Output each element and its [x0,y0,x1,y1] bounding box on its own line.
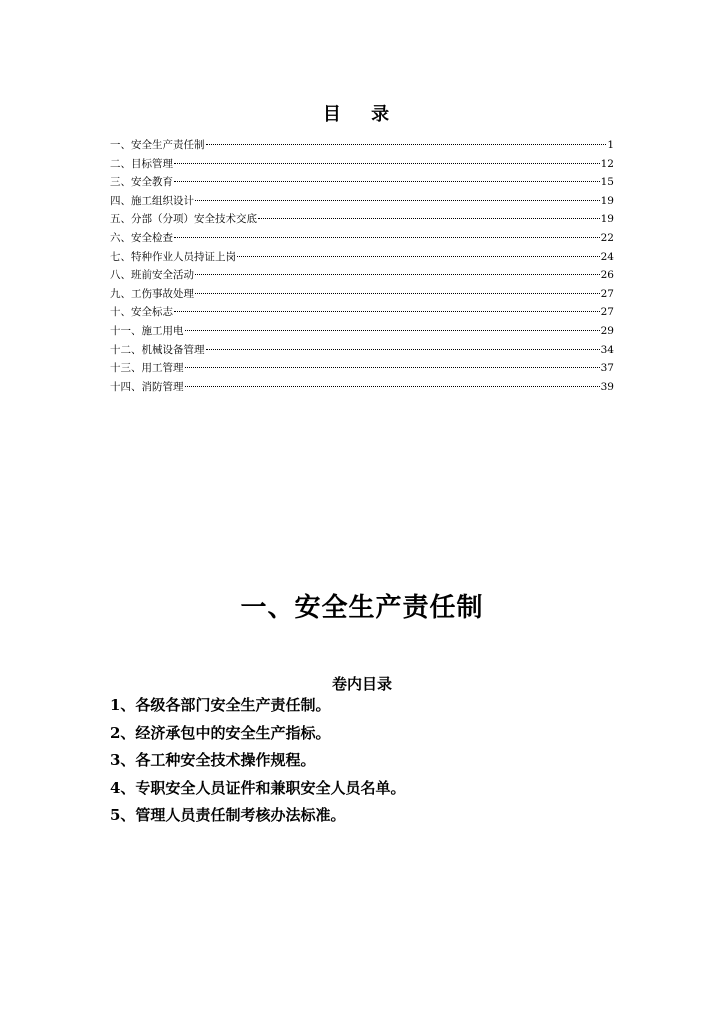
volume-contents-list [110,692,630,830]
toc-title: 目 录 [322,104,402,125]
toc-entry-label: 十二、机械设备管理 [110,343,205,356]
toc-entry-label: 八、班前安全活动 [110,269,194,282]
volume-contents-item: 1、各级各部门安全生产责任制。 [110,696,331,714]
toc-entry-page: 1 [607,139,614,151]
toc-entry-page: 24 [600,250,614,263]
toc-entry[interactable] [110,378,614,397]
toc-entry-page: 26 [600,269,614,282]
toc-entry[interactable] [110,359,614,378]
toc-entry-page: 27 [600,287,614,300]
toc-entry[interactable] [110,155,614,174]
toc-dot-leader [185,367,600,368]
toc-entry-page: 22 [600,231,614,244]
volume-contents-item: 3、各工种安全技术操作规程。 [110,751,316,769]
toc-dot-leader [174,311,600,312]
toc-entry-label: 一、安全生产责任制 [110,139,205,151]
toc-entry[interactable] [110,210,614,229]
toc-dot-leader [174,237,600,238]
toc-entry-label: 十一、施工用电 [110,324,184,337]
toc-entry-label: 九、工伤事故处理 [110,287,194,300]
toc-dot-leader [185,386,600,387]
toc-entry-label: 三、安全教育 [110,176,173,189]
toc-entry-page: 34 [600,343,614,356]
toc-entry-label: 四、施工组织设计 [110,194,194,207]
toc-dot-leader [195,293,600,294]
toc-dot-leader [237,256,600,257]
toc-entry[interactable] [110,136,614,155]
toc-dot-leader [195,200,600,201]
toc-entry-page: 15 [600,176,614,189]
toc-entry[interactable] [110,341,614,360]
toc-entry-page: 29 [600,324,614,337]
toc-entry-page: 37 [600,362,614,375]
toc-dot-leader [174,181,600,182]
toc-entry[interactable] [110,173,614,192]
toc-dot-leader [195,274,600,275]
toc-entry[interactable] [110,322,614,341]
toc-entry-label: 十、安全标志 [110,306,173,319]
toc-dot-leader [185,330,600,331]
toc-entry-label: 六、安全检查 [110,231,173,244]
toc-entry[interactable] [110,266,614,285]
volume-contents-item: 2、经济承包中的安全生产指标。 [110,723,331,742]
toc-entry-page: 19 [600,194,614,207]
toc-entry-label: 七、特种作业人员持证上岗 [110,250,236,263]
toc-entry-page: 19 [600,213,614,226]
toc-entry[interactable] [110,303,614,322]
toc-dot-leader [174,163,600,164]
section-heading: 一、安全生产责任制 [240,593,484,623]
toc-dot-leader [206,144,607,145]
toc-entry-label: 十四、消防管理 [110,380,184,393]
toc-entry-label: 二、目标管理 [110,157,173,170]
volume-contents-item: 4、专职安全人员证件和兼职安全人员名单。 [110,778,406,797]
toc-dot-leader [258,218,600,219]
toc-entry[interactable] [110,229,614,248]
toc-entry[interactable] [110,192,614,211]
volume-contents-item: 5、管理人员责任制考核办法标准。 [110,806,346,824]
toc-entry-page: 39 [600,380,614,393]
toc-dot-leader [206,349,600,350]
toc-entry-page: 27 [600,306,614,319]
toc-entry[interactable] [110,248,614,267]
toc-entry-label: 十三、用工管理 [110,362,184,375]
toc-entry-page: 12 [600,157,614,170]
toc-list [110,136,614,396]
toc-entry[interactable] [110,285,614,304]
toc-entry-label: 五、分部（分项）安全技术交底 [110,213,257,226]
volume-contents-title: 卷内目录 [331,675,392,693]
